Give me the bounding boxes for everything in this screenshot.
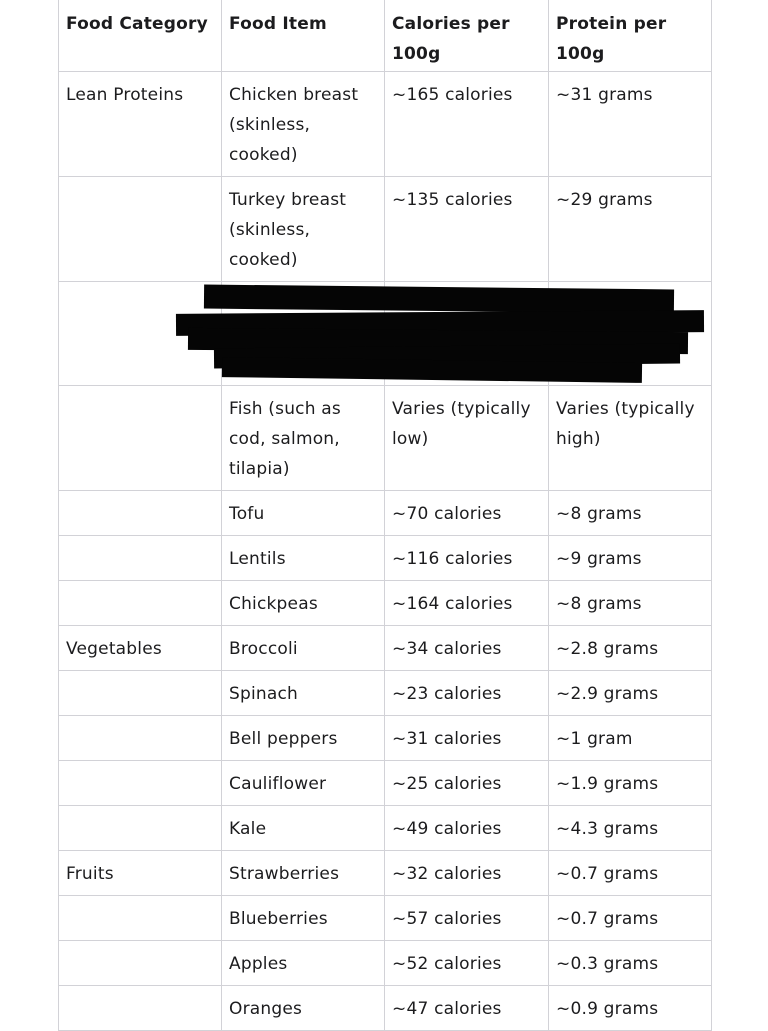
cell-food-item: Bell peppers xyxy=(222,716,385,761)
cell-food-item: Chicken breast (skinless, cooked) xyxy=(222,72,385,177)
cell-category xyxy=(59,536,222,581)
cell-food-item: Turkey breast (skinless, cooked) xyxy=(222,177,385,282)
table-row xyxy=(59,761,712,806)
table-row xyxy=(59,716,712,761)
cell-food-item: Kale xyxy=(222,806,385,851)
table-row xyxy=(59,671,712,716)
cell-category xyxy=(59,491,222,536)
cell-category xyxy=(59,716,222,761)
cell-food-item: Cauliflower xyxy=(222,761,385,806)
cell-calories: ~70 calories xyxy=(385,491,549,536)
table-row xyxy=(59,177,712,282)
header-protein: Protein per 100g xyxy=(549,0,712,72)
cell-category xyxy=(59,896,222,941)
cell-category xyxy=(59,761,222,806)
cell-calories: ~135 calories xyxy=(385,177,549,282)
cell-protein: ~8 grams xyxy=(549,581,712,626)
table-row xyxy=(59,491,712,536)
cell-calories: ~116 calories xyxy=(385,536,549,581)
cell-food-item: Lentils xyxy=(222,536,385,581)
cell-protein: Varies (typically high) xyxy=(549,386,712,491)
cell-calories: ~164 calories xyxy=(385,581,549,626)
cell-protein: ~8 grams xyxy=(549,491,712,536)
cell-calories: ~23 calories xyxy=(385,671,549,716)
table-row xyxy=(59,806,712,851)
cell-category: Fruits xyxy=(59,851,222,896)
cell-protein: ~4.3 grams xyxy=(549,806,712,851)
cell-calories: ~52 calories xyxy=(385,941,549,986)
header-food-category: Food Category xyxy=(59,0,222,72)
cell-category xyxy=(59,671,222,716)
cell-category xyxy=(59,177,222,282)
cell-protein: ~31 grams xyxy=(549,72,712,177)
table-header xyxy=(59,0,712,72)
cell-food-item: Spinach xyxy=(222,671,385,716)
cell-food-item: Blueberries xyxy=(222,896,385,941)
header-food-item: Food Item xyxy=(222,0,385,72)
cell-category: Vegetables xyxy=(59,626,222,671)
cell-calories: ~57 calories xyxy=(385,896,549,941)
table-row xyxy=(59,941,712,986)
cell-food-item: Apples xyxy=(222,941,385,986)
cell-calories: ~34 calories xyxy=(385,626,549,671)
header-row xyxy=(59,0,712,72)
cell-category xyxy=(59,386,222,491)
cell-calories: ~25 calories xyxy=(385,761,549,806)
cell-category: Lean Proteins xyxy=(59,72,222,177)
table-row xyxy=(59,72,712,177)
cell-protein: ~9 grams xyxy=(549,536,712,581)
cell-calories: Varies (typically low) xyxy=(385,386,549,491)
cell-protein: ~29 grams xyxy=(549,177,712,282)
cell-protein: ~1 gram xyxy=(549,716,712,761)
cell-protein: ~2.9 grams xyxy=(549,671,712,716)
cell-protein: ~0.7 grams xyxy=(549,851,712,896)
table-row xyxy=(59,626,712,671)
cell-category xyxy=(59,941,222,986)
table-row xyxy=(59,851,712,896)
cell-food-item: Oranges xyxy=(222,986,385,1031)
cell-category xyxy=(59,581,222,626)
header-calories: Calories per 100g xyxy=(385,0,549,72)
table-row xyxy=(59,581,712,626)
cell-calories: ~165 calories xyxy=(385,72,549,177)
table-body xyxy=(59,72,712,1031)
nutrition-table xyxy=(58,0,712,1031)
cell-food-item: Broccoli xyxy=(222,626,385,671)
cell-calories: ~32 calories xyxy=(385,851,549,896)
table-row xyxy=(59,896,712,941)
cell-food-item: Tofu xyxy=(222,491,385,536)
cell-food-item: Chickpeas xyxy=(222,581,385,626)
cell-protein: ~0.3 grams xyxy=(549,941,712,986)
cell-calories: ~31 calories xyxy=(385,716,549,761)
cell-calories: ~47 calories xyxy=(385,986,549,1031)
cell-protein: ~1.9 grams xyxy=(549,761,712,806)
cell-food-item: Fish (such as cod, salmon, tilapia) xyxy=(222,386,385,491)
table-row xyxy=(59,386,712,491)
cell-category xyxy=(59,806,222,851)
cell-calories: ~49 calories xyxy=(385,806,549,851)
cell-protein: ~2.8 grams xyxy=(549,626,712,671)
table-row xyxy=(59,536,712,581)
cell-food-item: Strawberries xyxy=(222,851,385,896)
cell-protein: ~0.9 grams xyxy=(549,986,712,1031)
cell-protein: ~0.7 grams xyxy=(549,896,712,941)
